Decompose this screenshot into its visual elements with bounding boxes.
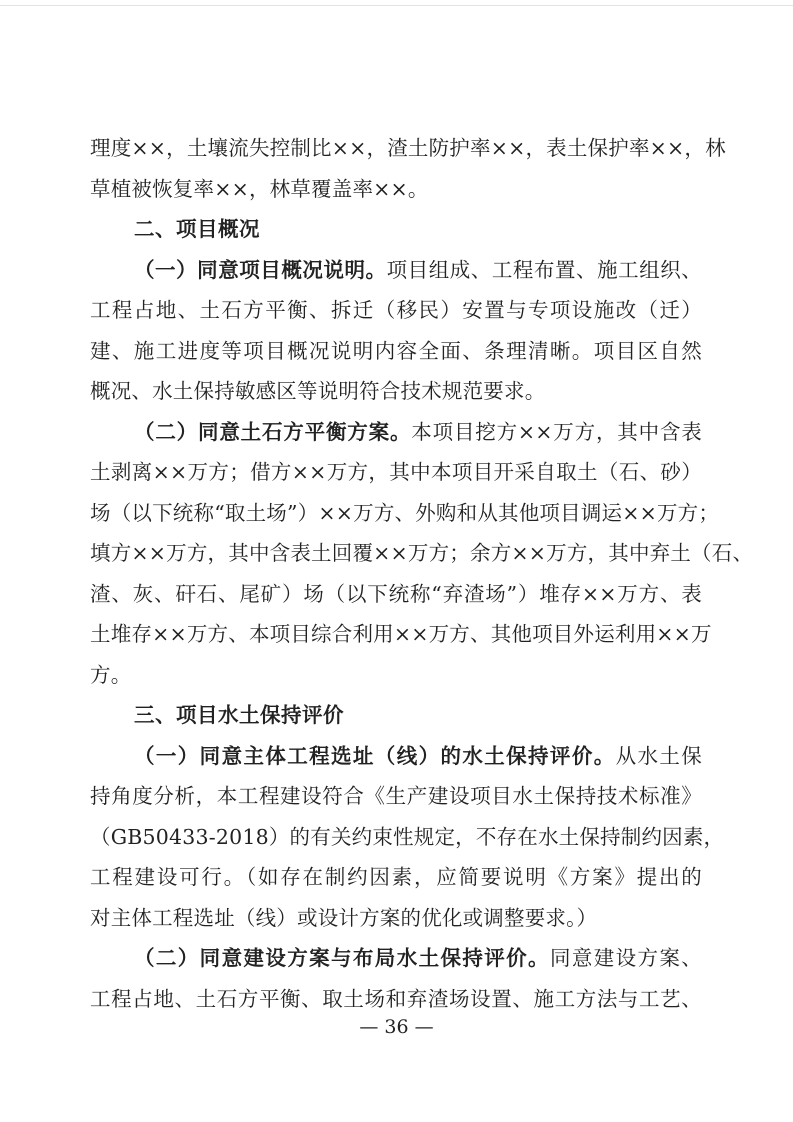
paragraph-line: 工程占地、土石方平衡、拆迁（移民）安置与专项设施改（迁） bbox=[90, 298, 702, 322]
paragraph-line-with-subheading bbox=[90, 736, 702, 777]
top-border-line bbox=[0, 5, 793, 6]
subheading-earthwork-balance: （二）同意土石方平衡方案。 bbox=[134, 419, 412, 444]
section-heading-3: 三、项目水土保持评价 bbox=[134, 703, 344, 727]
paragraph-line: （GB50433-2018）的有关约束性规定，不存在水土保持制约因素， bbox=[90, 824, 725, 849]
paragraph-line: 工程建设可行。（如存在制约因素，应简要说明《方案》提出的 bbox=[90, 865, 702, 889]
paragraph-text: 同意建设方案、 bbox=[549, 946, 702, 970]
paragraph-line: 土剥离××万方；借方××万方，其中本项目开采自取土（石、砂） bbox=[90, 460, 702, 484]
paragraph-line-with-subheading bbox=[90, 250, 702, 291]
subheading-construction-plan: （二）同意建设方案与布局水土保持评价。 bbox=[134, 946, 550, 970]
paragraph-line: 土堆存××万方、本项目综合利用××万方、其他项目外运利用××万 bbox=[90, 622, 712, 646]
subheading-project-overview: （一）同意项目概况说明。 bbox=[134, 257, 387, 282]
paragraph-line: 填方××万方，其中含表土回覆××万方；余方××万方，其中弃土（石、 bbox=[90, 541, 754, 565]
paragraph-line: 场（以下统称“取土场”）××万方、外购和从其他项目调运××万方； bbox=[90, 500, 720, 525]
paragraph-line: 渣、灰、矸石、尾矿）场（以下统称“弃渣场”）堆存××万方、表 bbox=[90, 581, 702, 606]
page-number: — 36 — bbox=[359, 1016, 434, 1038]
paragraph-line: 概况、水土保持敏感区等说明符合技术规范要求。 bbox=[90, 379, 546, 403]
paragraph-text: 从水土保 bbox=[615, 743, 702, 768]
paragraph-text: 本项目挖方××万方，其中含表 bbox=[411, 419, 702, 444]
subheading-site-selection: （一）同意主体工程选址（线）的水土保持评价。 bbox=[134, 743, 616, 768]
paragraph-line: 持角度分析，本工程建设符合《生产建设项目水土保持技术标准》 bbox=[90, 784, 702, 808]
paragraph-line-with-subheading bbox=[90, 412, 702, 453]
paragraph-line: 方。 bbox=[90, 662, 132, 687]
paragraph-line: 理度××，土壤流失控制比××，渣土防护率××，表土保护率××，林 bbox=[90, 136, 726, 160]
paragraph-text: 项目组成、工程布置、施工组织、 bbox=[386, 257, 703, 282]
paragraph-line: 对主体工程选址（线）或设计方案的优化或调整要求。） bbox=[90, 905, 598, 930]
paragraph-line: 草植被恢复率××，林草覆盖率××。 bbox=[90, 176, 429, 201]
paragraph-line: 建、施工进度等项目概况说明内容全面、条理清晰。项目区自然 bbox=[90, 338, 702, 363]
document-body bbox=[90, 128, 754, 1019]
paragraph-line-with-subheading bbox=[90, 938, 702, 979]
section-heading-2: 二、项目概况 bbox=[134, 217, 260, 241]
paragraph-line: 工程占地、土石方平衡、取土场和弃渣场设置、施工方法与工艺、 bbox=[90, 986, 702, 1011]
